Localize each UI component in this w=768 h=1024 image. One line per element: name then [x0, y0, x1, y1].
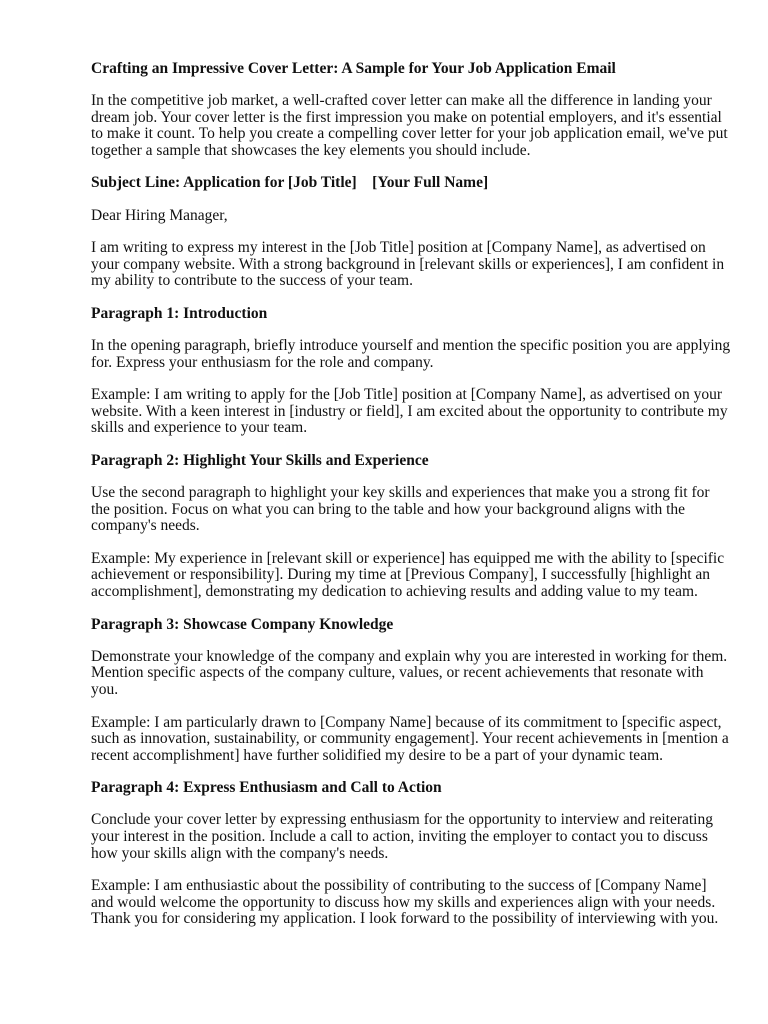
section-heading: Paragraph 3: Showcase Company Knowledge	[91, 615, 394, 633]
section-example: Example: I am particularly drawn to [Company Name] because of its commitment to [specific aspect, such as innovation, sustainability, or community engagement]. Your recent achievements in [mention a recent accomplishment] have further solidified my desire to be a part of your dynamic team.	[91, 713, 729, 764]
section-heading: Paragraph 4: Express Enthusiasm and Call to Action	[91, 779, 442, 797]
section-example: Example: I am writing to apply for the [Job Title] position at [Company Name], as advertised on your website. With a keen interest in [industry or field], I am excited about the opportunity to contribute my skills and experience to your team.	[91, 386, 728, 437]
opening-paragraph: I am writing to express my interest in the [Job Title] position at [Company Name], as advertised on your company website. With a strong background in [relevant skills or experiences], I am confident in my ability to contribute to the success of your team.	[91, 239, 725, 290]
section-body: Use the second paragraph to highlight your key skills and experiences that make you a strong fit for the position. Focus on what you can bring to the table and how your background aligns with the company's needs.	[91, 484, 710, 535]
section-heading: Paragraph 2: Highlight Your Skills and Experience	[91, 452, 429, 469]
document-title: Crafting an Impressive Cover Letter: A Sample for Your Job Application Email	[91, 60, 616, 77]
salutation: Dear Hiring Manager,	[91, 206, 228, 224]
section-body: Conclude your cover letter by expressing enthusiasm for the opportunity to interview and reiterating your interest in the position. Include a call to action, inviting the employer to contact you to discuss how your skills align with the company's needs.	[91, 811, 713, 862]
subject-line: Subject Line: Application for [Job Title] [Your Full Name]	[91, 174, 489, 192]
section-heading: Paragraph 1: Introduction	[91, 304, 268, 322]
document-page	[91, 61, 731, 943]
section-example: Example: My experience in [relevant skill or experience] has equipped me with the ability to [specific achievement or responsibility]. During my time at [Previous Company], I successfully [highlight an accomplishment], demonstrating my dedication to achieving results and adding value to my team.	[91, 549, 725, 601]
section-body: In the opening paragraph, briefly introduce yourself and mention the specific position you are applying for. Express your enthusiasm for the role and company.	[91, 337, 731, 371]
intro-paragraph: In the competitive job market, a well-crafted cover letter can make all the difference in landing your dream job. Your cover letter is the first impression you make on potential employers, and it's essential to make it count. To help you create a compelling cover letter for your job application email, we've put together a sample that showcases the key elements you should include.	[91, 92, 728, 159]
section-example: Example: I am enthusiastic about the possibility of contributing to the success of [Company Name] and would welcome the opportunity to discuss how my skills and experiences align with your needs. Thank you for considering my application. I look forward to the possibility of interviewing with you.	[91, 877, 719, 928]
section-body: Demonstrate your knowledge of the company and explain why you are interested in working for them. Mention specific aspects of the company culture, values, or recent achievements that resonate with you.	[91, 647, 728, 698]
